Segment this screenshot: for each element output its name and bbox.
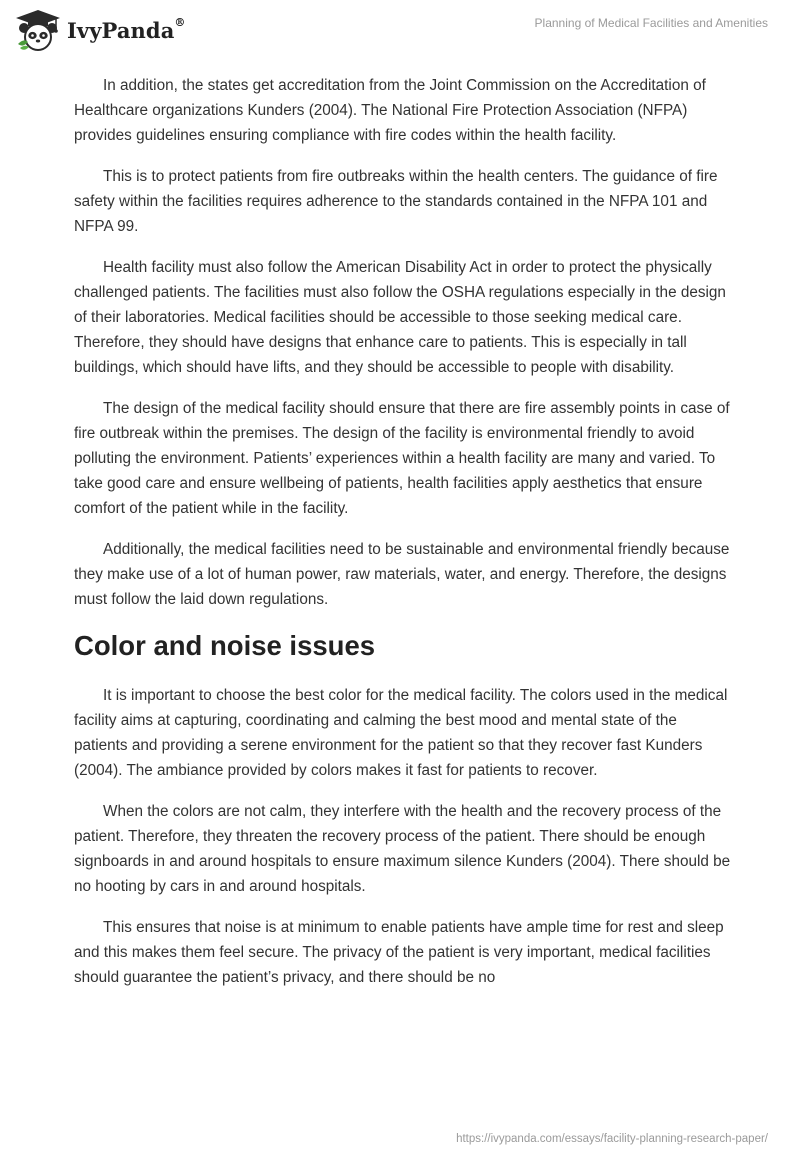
paragraph: Health facility must also follow the American Disability Act in order to protect the physically challenged patients. The facilities must also follow the OSHA regulations especially in the design of their laboratories. Medical facilities should be accessible to those seeking medical care. Therefore, they should have designs that enhance care to patients. This is especially in tall buildings, which should have lifts, and they should be accessible to people with disability. xyxy=(74,259,726,376)
brand-name: IvyPanda® xyxy=(67,15,186,43)
paragraph: When the colors are not calm, they interfere with the health and the recovery process of the patient. Therefore, they threaten the recovery process of the patient. There should be enough signboards in and around hospitals to ensure maximum silence Kunders (2004). There should be no hooting by cars in and around hospitals. xyxy=(74,803,731,895)
document-title: Planning of Medical Facilities and Amenities xyxy=(534,16,768,30)
paragraph: The design of the medical facility should ensure that there are fire assembly points in case of fire outbreak within the premises. The design of the facility is environmental friendly to avoid polluting the environment. Patients’ experiences within a health facility are many and varied. To take good care and ensure wellbeing of patients, health facilities apply aesthetics that ensure comfort of the patient while in the facility. xyxy=(74,400,730,517)
paragraph: Additionally, the medical facilities need to be sustainable and environmental friendly because they make use of a lot of human power, raw materials, water, and energy. Therefore, the designs must follow the laid down regulations. xyxy=(74,541,730,608)
paragraph: This ensures that noise is at minimum to enable patients have ample time for rest and sleep and this makes them feel secure. The privacy of the patient is very important, medical facilities should guarantee the patient’s privacy, and there should be no xyxy=(74,919,724,986)
section-heading: Color and noise issues xyxy=(74,630,376,661)
panda-graduate-icon xyxy=(14,8,62,52)
paragraph: It is important to choose the best color for the medical facility. The colors used in the medical facility aims at capturing, coordinating and calming the best mood and mental state of the patients and providing a serene environment for the patient so that they recover fast Kunders (2004). The ambiance provided by colors makes it fast for patients to recover. xyxy=(74,687,728,779)
source-url[interactable]: https://ivypanda.com/essays/facility-planning-research-paper/ xyxy=(456,1133,768,1145)
ivypanda-logo[interactable] xyxy=(14,8,186,52)
page-header xyxy=(0,0,800,62)
paragraph: In addition, the states get accreditation from the Joint Commission on the Accreditation of Healthcare organizations Kunders (2004). The National Fire Protection Association (NFPA) provides guidelines ensuring compliance with fire codes within the health facility. xyxy=(74,77,706,144)
paragraph: This is to protect patients from fire outbreaks within the health centers. The guidance of fire safety within the facilities requires adherence to the standards contained in the NFPA 101 and NFPA 99. xyxy=(74,168,718,235)
article-body xyxy=(74,73,734,1006)
